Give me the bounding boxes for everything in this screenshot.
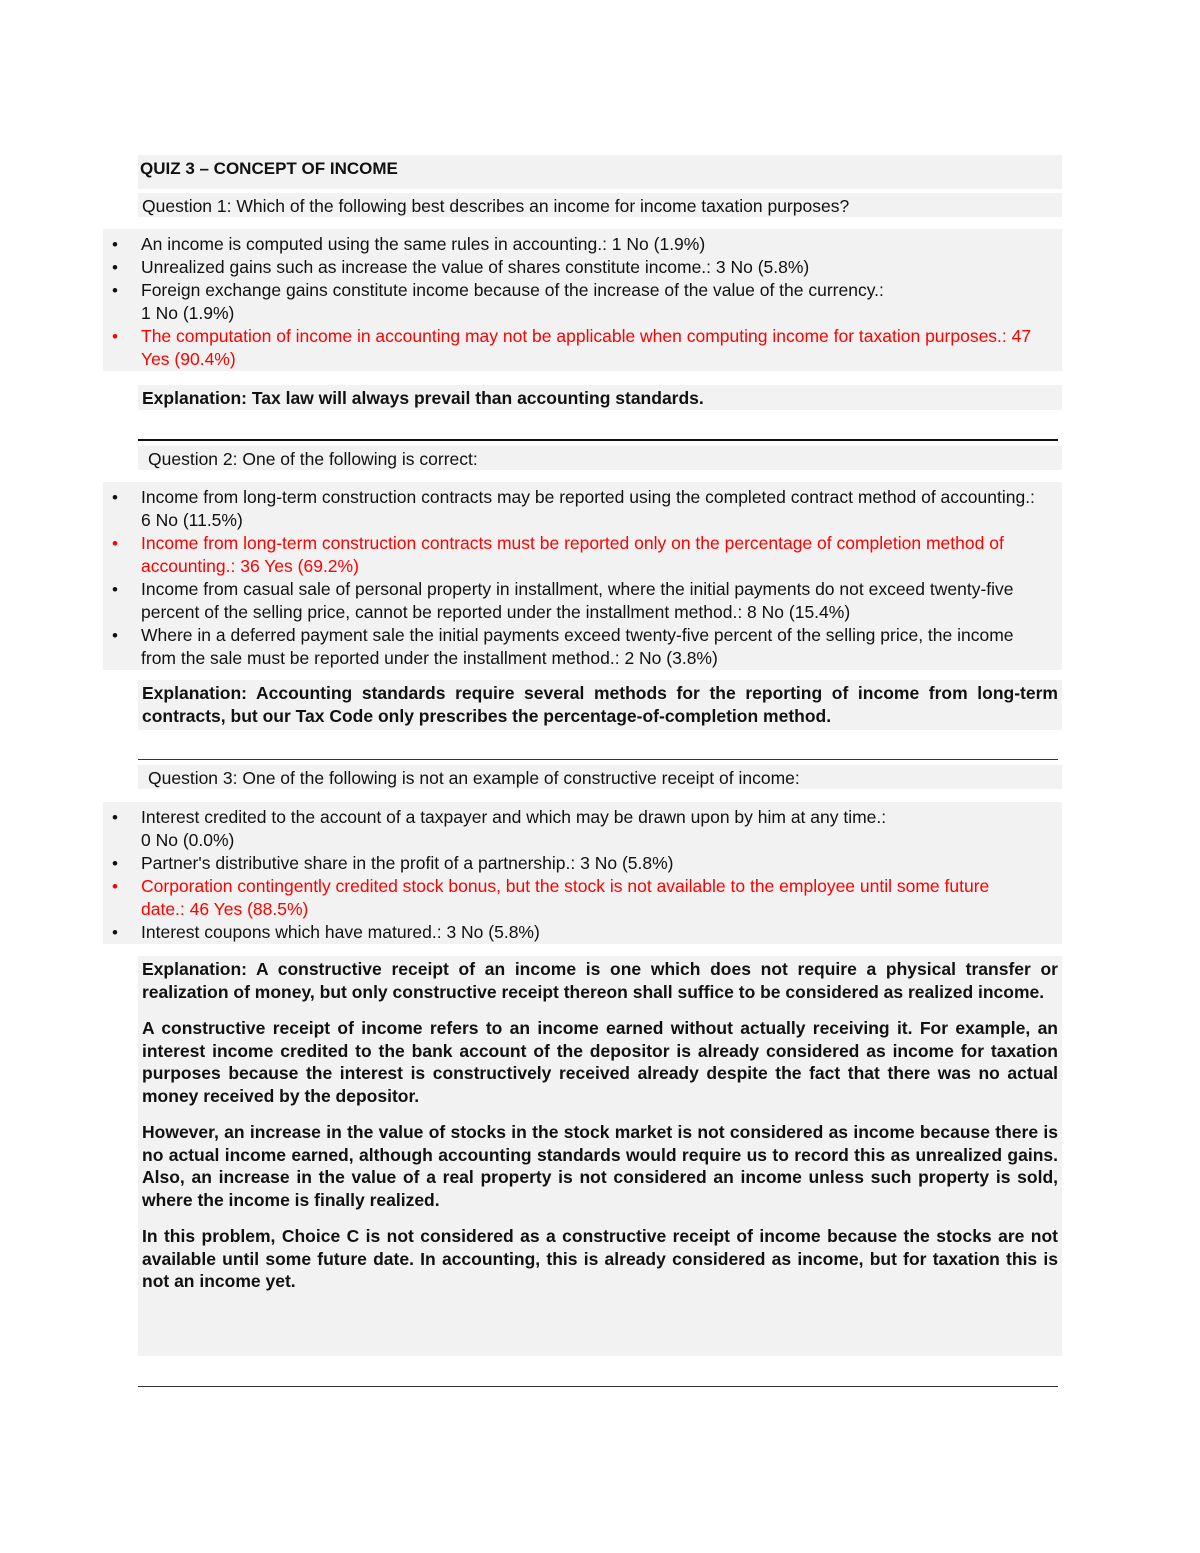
list-item	[103, 921, 1062, 944]
list-item	[103, 233, 1062, 256]
list-item-correct	[103, 875, 1062, 921]
bullet-icon: •	[112, 327, 118, 346]
option-text: Unrealized gains such as increase the value of shares constitute income.: 3 No (5.8%)	[141, 257, 810, 277]
list-item	[103, 486, 1062, 532]
explanation-paragraph: However, an increase in the value of stocks in the stock market is not considered as income because there is no actual income earned, although accounting standards would require us to record this as unrealized gains. Also, an increase in the value of a real property is not considered an income unless such property is sold, where the income is finally realized.	[142, 1122, 1058, 1210]
option-text: Income from long-term construction contracts may be reported using the completed contract method of accounting.: 6 No (11.5%)	[141, 487, 1035, 530]
option-text: Interest coupons which have matured.: 3 No (5.8%)	[141, 922, 540, 942]
option-text: Interest credited to the account of a taxpayer and which may be drawn upon by him at any time.:	[141, 807, 887, 827]
explanation-paragraph: Explanation: A constructive receipt of an income is one which does not require a physical transfer or realization of money, but only constructive receipt thereon shall suffice to be considered as realized income.	[142, 959, 1058, 1002]
option-text: The computation of income in accounting may not be applicable when computing income for taxation purposes.: 47 Yes (90.4%)	[141, 326, 1032, 369]
bullet-icon: •	[112, 235, 118, 254]
question-1-options	[103, 229, 1062, 371]
option-text: Where in a deferred payment sale the initial payments exceed twenty-five percent of the selling price, the income from the sale must be reported under the installment method.: 2 No (3.8%)	[141, 625, 1014, 668]
option-text: An income is computed using the same rules in accounting.: 1 No (1.9%)	[141, 234, 706, 254]
bullet-icon: •	[112, 580, 118, 599]
option-text: Partner's distributive share in the profit of a partnership.: 3 No (5.8%)	[141, 853, 674, 873]
question-1-explanation	[138, 385, 1062, 410]
question-text: Question 1: Which of the following best describes an income for income taxation purposes?	[142, 196, 850, 216]
option-text-continued: 0 No (0.0%)	[141, 830, 235, 850]
list-item-correct	[103, 532, 1062, 578]
divider	[138, 439, 1058, 441]
question-3-options	[103, 802, 1062, 944]
bullet-icon: •	[112, 626, 118, 645]
question-3-explanation	[138, 956, 1062, 1356]
divider	[138, 759, 1058, 760]
question-1-prompt	[138, 193, 1062, 217]
list-item	[103, 806, 1062, 852]
question-2-options	[103, 482, 1062, 670]
explanation-paragraph: In this problem, Choice C is not considered as a constructive receipt of income because the stocks are not available until some future date. In accounting, this is already considered as income, but for taxation this is not an income yet.	[142, 1226, 1058, 1291]
list-item	[103, 624, 1062, 670]
question-text: Question 2: One of the following is correct:	[148, 449, 478, 469]
list-item	[103, 578, 1062, 624]
option-text: Income from long-term construction contracts must be reported only on the percentage of completion method of accounting.: 36 Yes (69.2%)	[141, 533, 1004, 576]
option-text: Foreign exchange gains constitute income because of the increase of the value of the currency.:	[141, 280, 884, 300]
bullet-icon: •	[112, 488, 118, 507]
question-3-prompt	[138, 765, 1062, 789]
list-item	[103, 256, 1062, 279]
list-item-correct	[103, 325, 1062, 371]
bullet-icon: •	[112, 877, 118, 896]
question-2-prompt	[138, 446, 1062, 470]
question-2-explanation	[138, 680, 1062, 730]
bullet-icon: •	[112, 258, 118, 277]
page-title: QUIZ 3 – CONCEPT OF INCOME	[138, 155, 1062, 189]
question-text: Question 3: One of the following is not an example of constructive receipt of income:	[148, 768, 800, 788]
option-text: Income from casual sale of personal property in installment, where the initial payments do not exceed twenty-five percent of the selling price, cannot be reported under the installment method.: 8 No (15.4%)	[141, 579, 1014, 622]
bullet-icon: •	[112, 281, 118, 300]
list-item	[103, 852, 1062, 875]
explanation-paragraph: Explanation: Tax law will always prevail than accounting standards.	[142, 388, 704, 408]
option-text: Corporation contingently credited stock bonus, but the stock is not available to the employee until some future date.: 46 Yes (88.5%)	[141, 876, 990, 919]
bullet-icon: •	[112, 923, 118, 942]
option-text-continued: 1 No (1.9%)	[141, 303, 235, 323]
bullet-icon: •	[112, 534, 118, 553]
bullet-icon: •	[112, 808, 118, 827]
bullet-icon: •	[112, 854, 118, 873]
explanation-paragraph: Explanation: Accounting standards require several methods for the reporting of income from long-term contracts, but our Tax Code only prescribes the percentage-of-completion method.	[142, 683, 1058, 726]
divider	[138, 1386, 1058, 1387]
list-item	[103, 279, 1062, 325]
explanation-paragraph: A constructive receipt of income refers to an income earned without actually receiving it. For example, an interest income credited to the bank account of the depositor is already considered as income for taxation purposes because the interest is constructively received already despite the fact that there was no actual money received by the depositor.	[142, 1018, 1058, 1106]
